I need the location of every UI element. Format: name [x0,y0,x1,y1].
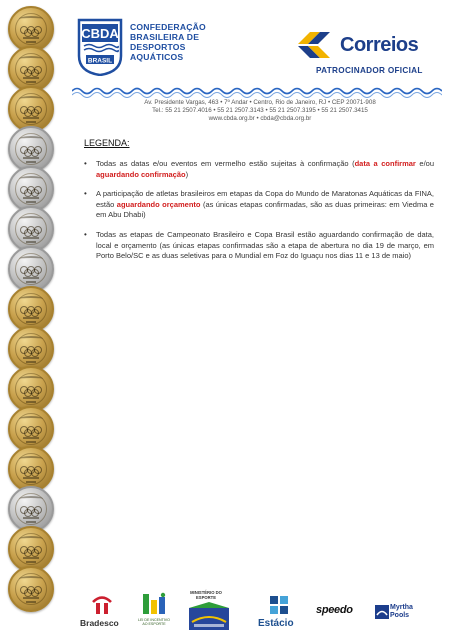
cbda-name-line: AQUÁTICOS [130,52,184,62]
legend-item-text: ) [185,169,189,179]
myrtha-emblem-icon [374,604,390,620]
ministerio-flag-icon [188,602,230,632]
ministerio-label [186,590,226,600]
legend-item-text: (as únicas etapas confirmadas, são as duas primeiras: em Viedma e em Abu Dhabi) [96,199,434,220]
legend-item-text: e/ou [415,159,434,168]
phone-line: Tel.: 55 21 2507.4016 • 55 21 2507.3143 • 55 21 2507.3195 • 55 21 2507.3415 [152,107,368,114]
sponsor-ministerio [186,590,232,634]
legend-item-text: Todas as etapas de Campeonato Brasileiro e Copa Brasil estão aguardando confirmação de data, local e orçamento (as únicas etapas confirmadas são a etapa de abertura no dia 19 de março, em Porto Belo/SC e as duas seletivas para o Mundial em Foz do Iguaçu nos dias 11 e 13 de maio) [96,229,434,261]
correios-emblem-icon [296,30,336,60]
ministerio-line: ESPORTE [195,595,216,600]
wave-divider [72,84,442,98]
gold-medal-icon [8,566,54,612]
lei-incentivo-logo-icon [142,592,168,616]
correios-wordmark: Correios [340,34,419,56]
address-line: Av. Presidente Vargas, 463 • 7º Andar • Centro, Rio de Janeiro, RJ • CEP 20071-908 [144,99,376,106]
cbda-sub-text: BRASIL [87,57,113,65]
legend-title: LEGENDA: [84,138,130,148]
sponsor-speedo [316,590,366,634]
bradesco-tree-icon [90,592,114,616]
speedo-wordmark: speedo [316,604,353,616]
bullet-icon: • [84,229,87,239]
bullet-icon: • [84,159,87,168]
legend-list [84,159,434,271]
legend-highlight: aguardando confirmação [96,169,186,179]
lei-line: AO ESPORTE [142,622,166,627]
web-line[interactable]: www.cbda.org.br • cbda@cbda.org.br [208,115,312,122]
medals-column [4,6,60,606]
lei-incentivo-label [136,618,172,626]
legend-item [84,189,434,221]
bradesco-label: Bradesco [80,618,119,628]
legend-item-text: Todas as datas e/ou eventos em vermelho estão sujeitas à confirmação ( [96,159,355,168]
legend-highlight: aguardando orçamento [116,199,201,209]
legend-highlight: data a confirmar [354,159,416,168]
bullet-icon: • [84,189,87,199]
sponsor-estacio [258,590,302,634]
sponsor-bradesco [80,590,128,634]
legend-item-text: A participação de atletas brasileiros em etapas da Copa do Mundo de Maratonas Aquáticas da FINA, estão [96,189,434,209]
sponsor-myrtha [374,590,438,634]
sponsor-lei-incentivo [136,590,176,634]
cbda-name-line: DESPORTOS [130,42,186,52]
legend-item [84,159,434,180]
myrtha-label [390,604,413,620]
legend-item [84,230,434,262]
ministerio-line: MINISTÉRIO DO [190,590,222,595]
cbda-logo [76,18,124,76]
cbda-badge-text: CBDA [81,26,119,41]
myrtha-line: Myrtha [390,604,413,611]
sponsor-caption: PATROCINADOR OFICIAL [316,66,423,75]
address-block [90,99,430,123]
sponsor-footer [80,590,440,634]
cbda-name-line: CONFEDERAÇÃO [130,22,206,32]
estacio-emblem-icon [268,594,290,616]
cbda-name [130,22,206,62]
estacio-label: Estácio [258,618,294,629]
cbda-name-line: BRASILEIRA DE [130,32,200,42]
lei-line: LEI DE INCENTIVO [138,618,170,622]
myrtha-line: Pools [390,612,410,619]
